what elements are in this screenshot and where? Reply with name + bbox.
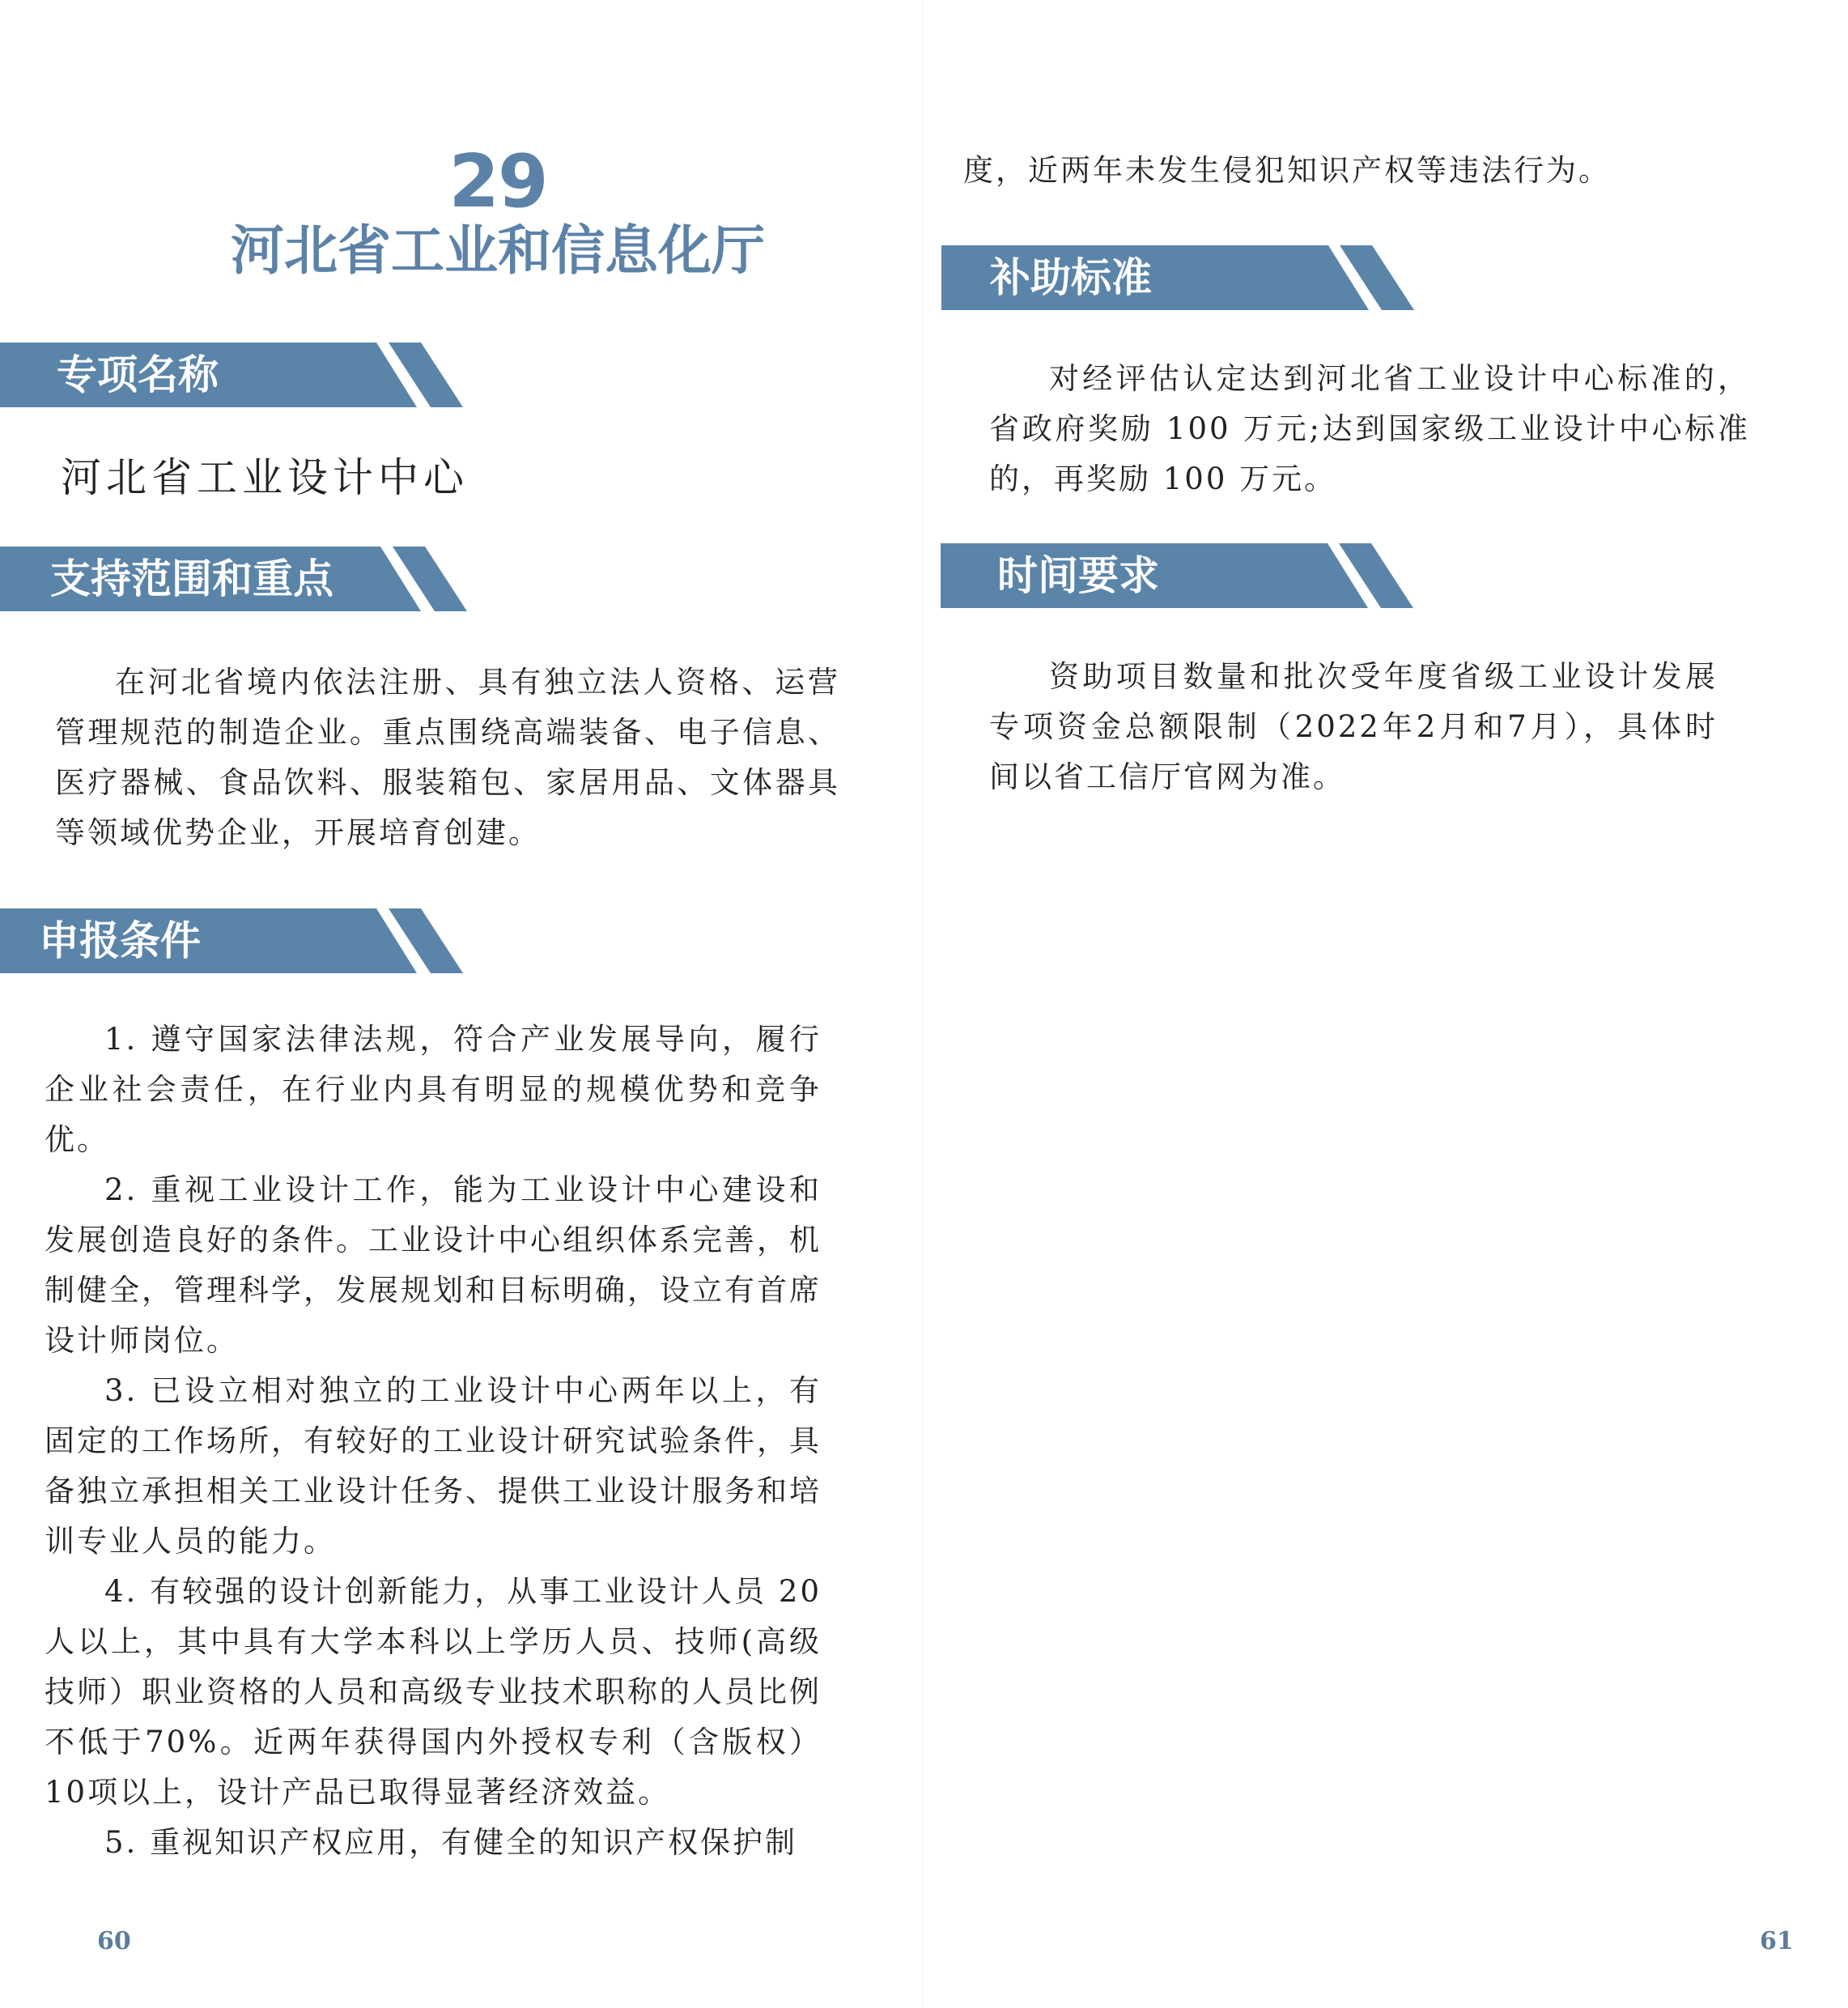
subsidy-body — [989, 354, 1750, 504]
subsidy-paragraph: 对经评估认定达到河北省工业设计中心标准的，省政府奖励 100 万元;达到国家级工业设计中心标准的，再奖励 100 万元。 — [989, 361, 1750, 496]
section-heading-scope: 支持范围和重点 — [50, 555, 333, 602]
section-banner-timing — [941, 543, 1414, 608]
condition-item-5-continued: 度，近两年未发生侵犯知识产权等违法行为。 — [963, 153, 1611, 188]
conditions-continuation — [963, 146, 1740, 196]
scope-paragraph: 在河北省境内依法注册、具有独立法人资格、运营管理规范的制造企业。重点围绕高端装备、电子信息、医疗器械、食品饮料、服装箱包、家居用品、文体器具等领域优势企业，开展培育创建。 — [55, 665, 840, 850]
chapter-title: 河北省工业和信息化厅 — [231, 219, 765, 282]
section-banner-scope — [0, 547, 469, 611]
condition-item-4: 4. 有较强的设计创新能力，从事工业设计人员 20人以上，其中具有大学本科以上学历人员、技师(高级技师）职业资格的人员和高级专业技术职称的人员比例不低于70%。近两年获得国内外授权专利（含版权）10项以上，设计产品已取得显著经济效益。 — [45, 1574, 822, 1810]
condition-item-5: 5. 重视知识产权应用，有健全的知识产权保护制 — [104, 1825, 798, 1860]
page-gutter — [923, 0, 924, 2008]
page-number-right: 61 — [1760, 1927, 1794, 1955]
section-banner-subsidy — [941, 245, 1415, 310]
section-banner-project-name — [0, 342, 465, 407]
section-banner-conditions — [0, 908, 465, 973]
conditions-body — [45, 1015, 822, 1868]
condition-item-2: 2. 重视工业设计工作，能为工业设计中心建设和发展创造良好的条件。工业设计中心组织体系完善，机制健全，管理科学，发展规划和目标明确，设立有首席设计师岗位。 — [45, 1172, 822, 1358]
timing-paragraph: 资助项目数量和批次受年度省级工业设计发展专项资金总额限制（2022年2月和7月），具体时间以省工信厅官网为准。 — [989, 659, 1718, 794]
chapter-number: 29 — [448, 139, 547, 224]
scope-body — [55, 657, 840, 858]
condition-item-3: 3. 已设立相对独立的工业设计中心两年以上，有固定的工作场所，有较好的工业设计研究试验条件，具备独立承担相关工业设计任务、提供工业设计服务和培训专业人员的能力。 — [45, 1373, 822, 1559]
page-number-left: 60 — [97, 1927, 131, 1955]
section-heading-subsidy: 补助标准 — [990, 254, 1152, 301]
section-heading-timing: 时间要求 — [997, 552, 1159, 599]
project-name-value: 河北省工业设计中心 — [61, 454, 469, 501]
section-heading-project-name: 专项名称 — [57, 351, 219, 398]
condition-item-1: 1. 遵守国家法律法规，符合产业发展导向，履行企业社会责任，在行业内具有明显的规模优势和竞争优。 — [45, 1022, 822, 1157]
section-heading-conditions: 申报条件 — [39, 917, 201, 964]
timing-body — [989, 652, 1718, 802]
